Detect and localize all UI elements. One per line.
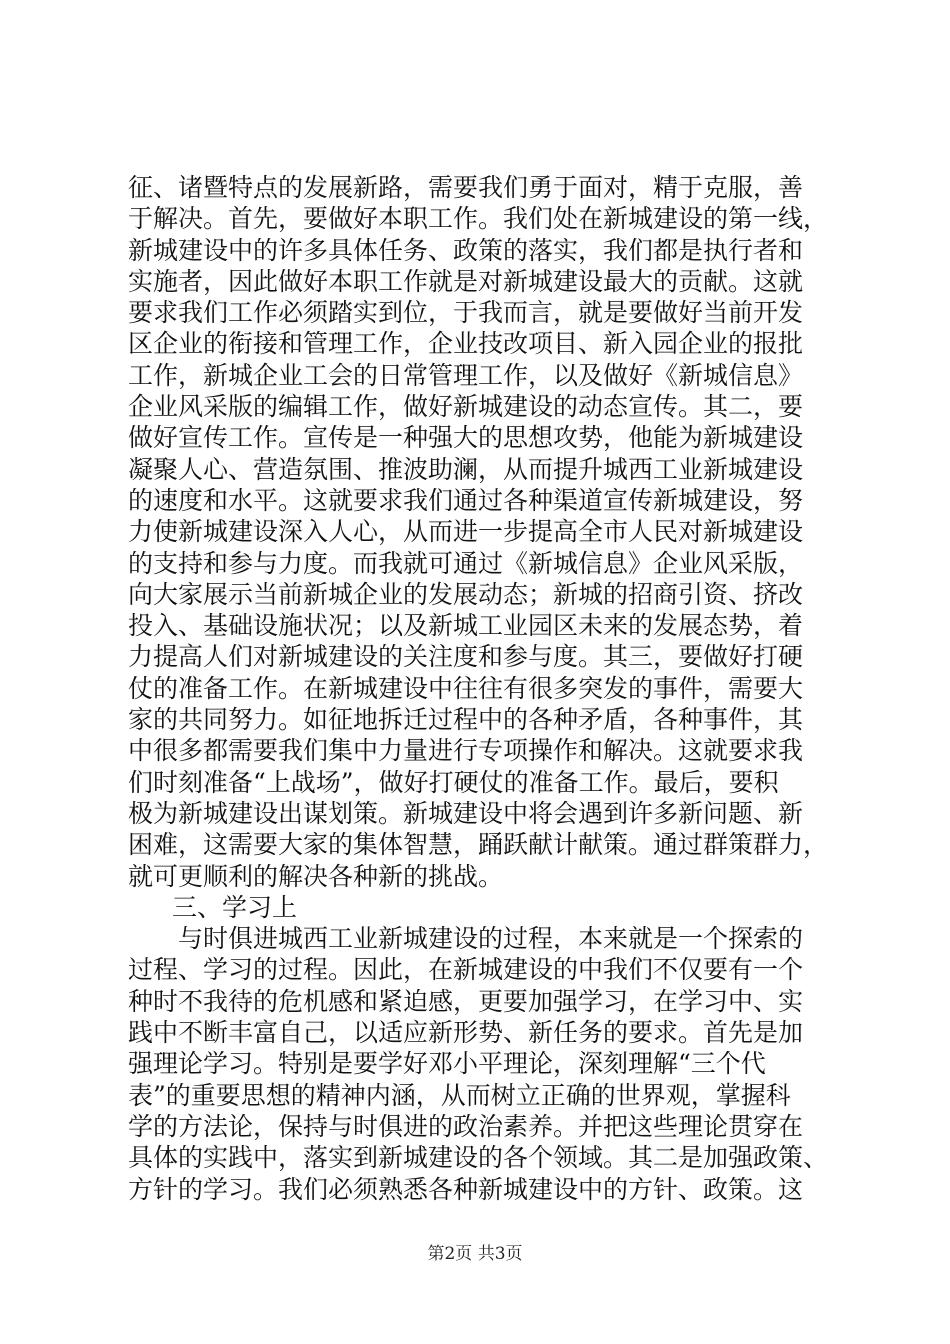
text-line: 们时刻准备“上战场”，做好打硬仗的准备工作。最后，要积 bbox=[128, 767, 779, 797]
text-line: 于解决。首先，要做好本职工作。我们处在新城建设的第一线， bbox=[128, 204, 829, 234]
text-line: 困难，这需要大家的集体智慧，踊跃献计献策。通过群策群力， bbox=[128, 830, 829, 860]
text-line: 学的方法论，保持与时俱进的政治素养。并把这些理论贯穿在 bbox=[128, 1111, 804, 1141]
text-line: 投入、基础设施状况；以及新城工业园区未来的发展态势，着 bbox=[128, 611, 804, 641]
text-line: 新城建设中的许多具体任务、政策的落实，我们都是执行者和 bbox=[128, 235, 804, 265]
paragraph-first-line: 与时俱进城西工业新城建设的过程，本来就是一个探索的 bbox=[178, 924, 804, 954]
body-text bbox=[128, 172, 828, 1205]
text-line: 强理论学习。特别是要学好邓小平理论，深刻理解“三个代 bbox=[128, 1049, 766, 1079]
text-line: 要求我们工作必须踏实到位，于我而言，就是要做好当前开发 bbox=[128, 298, 804, 328]
text-line: 向大家展示当前新城企业的发展动态；新城的招商引资、挤改 bbox=[128, 579, 804, 609]
text-line: 具体的实践中，落实到新城建设的各个领域。其二是加强政策、 bbox=[128, 1143, 829, 1173]
text-line: 力使新城建设深入人心，从而进一步提高全市人民对新城建设 bbox=[128, 517, 804, 547]
text-line: 践中不断丰富自己，以适应新形势、新任务的要求。首先是加 bbox=[128, 1018, 804, 1048]
text-line: 的支持和参与力度。而我就可通过《新城信息》企业风采版， bbox=[128, 548, 804, 578]
text-line: 家的共同努力。如征地拆迁过程中的各种矛盾，各种事件，其 bbox=[128, 705, 804, 735]
text-line: 工作，新城企业工会的日常管理工作，以及做好《新城信息》 bbox=[128, 360, 804, 390]
text-line: 企业风采版的编辑工作，做好新城建设的动态宣传。其二，要 bbox=[128, 392, 804, 422]
text-line: 方针的学习。我们必须熟悉各种新城建设中的方针、政策。这 bbox=[128, 1174, 804, 1204]
text-line: 力提高人们对新城建设的关注度和参与度。其三，要做好打硬 bbox=[128, 642, 804, 672]
section-heading: 三、学习上 bbox=[172, 892, 298, 922]
text-line: 征、诸暨特点的发展新路，需要我们勇于面对，精于克服，善 bbox=[128, 173, 804, 202]
text-line: 就可更顺利的解决各种新的挑战。 bbox=[128, 861, 504, 891]
text-line: 过程、学习的过程。因此，在新城建设的中我们不仅要有一个 bbox=[128, 955, 804, 985]
text-line: 做好宣传工作。宣传是一种强大的思想攻势，他能为新城建设 bbox=[128, 423, 804, 453]
text-line: 表”的重要思想的精神内涵，从而树立正确的世界观，掌握科 bbox=[128, 1080, 791, 1110]
text-line: 仗的准备工作。在新城建设中往往有很多突发的事件，需要大 bbox=[128, 673, 804, 703]
text-line: 凝聚人心、营造氛围、推波助澜，从而提升城西工业新城建设 bbox=[128, 454, 804, 484]
text-line: 极为新城建设出谋划策。新城建设中将会遇到许多新问题、新 bbox=[128, 798, 804, 828]
text-line: 种时不我待的危机感和紧迫感，更要加强学习，在学习中、实 bbox=[128, 986, 804, 1016]
text-line: 区企业的衔接和管理工作，企业技改项目、新入园企业的报批 bbox=[128, 329, 804, 359]
text-line: 实施者，因此做好本职工作就是对新城建设最大的贡献。这就 bbox=[128, 266, 804, 296]
text-line: 中很多都需要我们集中力量进行专项操作和解决。这就要求我 bbox=[128, 736, 804, 766]
page-footer: 第2页 共3页 bbox=[427, 1244, 523, 1264]
text-line: 的速度和水平。这就要求我们通过各种渠道宣传新城建设，努 bbox=[128, 485, 804, 515]
